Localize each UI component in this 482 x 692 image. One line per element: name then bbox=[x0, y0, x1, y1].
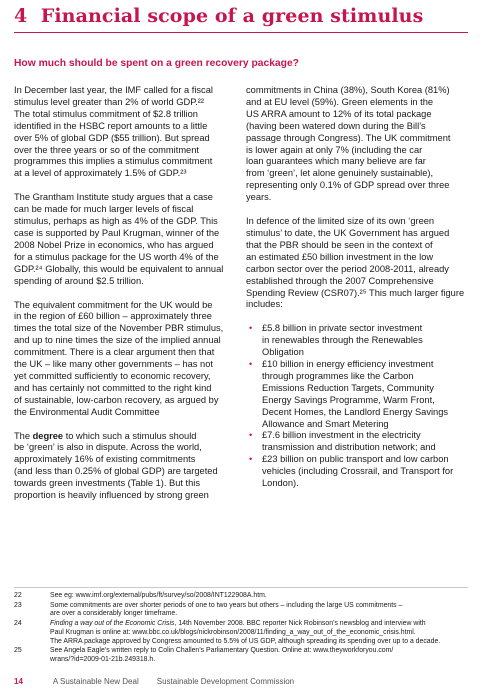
text-line: £10 billion in energy efficiency investment bbox=[262, 359, 434, 370]
list-item bbox=[246, 454, 468, 490]
footnote-line: are over a considerably longer timeframe. bbox=[50, 610, 178, 618]
page-number: 14 bbox=[14, 677, 23, 686]
chapter-title-text: Financial scope of a green stimulus bbox=[40, 5, 424, 27]
text-line: over the three years or so of the commitment bbox=[14, 144, 199, 155]
text-line: (having been watered down during the Bill’s bbox=[246, 120, 426, 131]
text-run: to which such a stimulus should bbox=[63, 430, 197, 441]
footnote-line: See eg: www.imf.org/external/pubs/ft/survey/so/2008/INT122908A.htm. bbox=[50, 592, 267, 599]
text-line: carbon sector over the period 2008-2011, already bbox=[246, 263, 449, 274]
text-line: commitments in China (38%), South Korea (81%) bbox=[246, 85, 450, 95]
footnote-line: Paul Krugman is online at: www.bbc.co.uk/blogs/nickrobinson/2008/11/finding_a_way_out_of_the_economic_crisis.html. bbox=[50, 628, 416, 636]
text-line: of sustainable, low-carbon recovery, as argued by bbox=[14, 394, 219, 405]
text-line: passage through Congress). The UK commitment bbox=[246, 132, 451, 143]
organisation-name: Sustainable Development Commission bbox=[156, 677, 295, 686]
text-line: programmes this implies a stimulus commitment bbox=[14, 156, 213, 167]
text-line: loan guarantees which many believe are far bbox=[246, 156, 426, 167]
text-line: can be made for much larger levels of fiscal bbox=[14, 204, 194, 215]
text-line: be ‘green’ is also in dispute. Across the world, bbox=[14, 442, 202, 453]
footnote bbox=[14, 647, 474, 664]
footnote bbox=[14, 592, 474, 601]
text-line: 2008 Nobel Prize in economics, who has argued bbox=[14, 239, 214, 250]
text-line: spending of around $2.5 trillion. bbox=[14, 275, 144, 286]
chapter-number: 4 bbox=[14, 5, 28, 27]
text-run: The bbox=[14, 430, 33, 441]
chapter-title bbox=[14, 5, 468, 27]
bullet-icon: • bbox=[249, 359, 253, 370]
footnote-line: See Angela Eagle’s written reply to Colin Challen’s Parliamentary Question. Online at: www.theyworkforyou.com/ bbox=[50, 647, 394, 655]
list-item bbox=[246, 323, 468, 359]
text-line: includes: bbox=[246, 299, 283, 310]
text-line: in renewables through the Renewables bbox=[262, 335, 423, 346]
text-line: stimulus’ to date, the UK Government has argued bbox=[246, 227, 450, 238]
text-line: proportion is heavily influenced by strong green bbox=[14, 490, 209, 501]
paragraph bbox=[246, 216, 468, 311]
text-line: Emissions Reduction Targets, Community bbox=[262, 382, 434, 393]
text-line: In December last year, the IMF called for a fiscal bbox=[14, 85, 213, 95]
bullet-list bbox=[246, 323, 468, 490]
text-line: from ‘green’, let alone genuinely sustainable), bbox=[246, 168, 434, 179]
text-line: commitment. There is a clear argument then that bbox=[14, 347, 215, 358]
text-line: London). bbox=[262, 478, 299, 489]
text-line: case is supported by Paul Krugman, winner of the bbox=[14, 227, 220, 238]
text-line: The equivalent commitment for the UK would be bbox=[14, 299, 213, 310]
text-line: is lower again at only 7% (including the car bbox=[246, 144, 423, 155]
text-line: Decent Homes, the Landlord Energy Savings bbox=[262, 406, 449, 417]
text-line bbox=[14, 431, 224, 443]
text-line: approximately 16% of existing commitments bbox=[14, 454, 196, 465]
footnote-line bbox=[50, 620, 474, 629]
text-line: Energy Savings Programme, Warm Front, bbox=[262, 394, 435, 405]
text-line: £7.6 billion investment in the electricity bbox=[262, 430, 421, 441]
title-rule bbox=[14, 32, 468, 33]
text-line: Allowance and Smart Metering bbox=[262, 418, 389, 429]
footnote-number: 25 bbox=[14, 647, 22, 655]
bullet-icon: • bbox=[249, 430, 253, 441]
page-footer bbox=[14, 677, 468, 686]
text-line: In defence of the limited size of its own ‘green bbox=[246, 216, 435, 227]
text-line: £23 billion on public transport and low carbon bbox=[262, 454, 449, 465]
section-subheading: How much should be spent on a green recovery package? bbox=[14, 58, 299, 69]
text-line: £5.8 billion in private sector investment bbox=[262, 323, 423, 334]
footnote-line: The ARRA package approved by Congress amounted to 5.5% of US GDP, although spreading its spending over up to a decade. bbox=[50, 637, 441, 645]
text-line: GDP.²⁴ Globally, this would be equivalent to annual bbox=[14, 263, 224, 274]
paragraph bbox=[14, 431, 224, 502]
footnote-line: Some commitments are over shorter periods of one to two years but others – including the large US commitments – bbox=[50, 601, 403, 609]
text-line: over 5% of global GDP ($55 trillion). But spread bbox=[14, 132, 210, 143]
text-line: and up to nine times the size of the implied annual bbox=[14, 335, 221, 346]
left-column bbox=[14, 85, 224, 514]
bullet-icon: • bbox=[249, 323, 253, 334]
text-line: identified in the HSBC report amounts to a little bbox=[14, 120, 208, 131]
publication-title: A Sustainable New Deal bbox=[52, 677, 139, 686]
text-line: The Grantham Institute study argues that a case bbox=[14, 192, 213, 203]
text-line: towards green investments (Table 1). But this bbox=[14, 478, 201, 489]
text-line: and at EU level (59%). Green elements in the bbox=[246, 96, 434, 107]
text-line: US ARRA amount to 12% of its total package bbox=[246, 108, 432, 119]
paragraph bbox=[246, 85, 468, 204]
paragraph bbox=[14, 85, 224, 180]
text-line: in the region of £60 billion – approximately three bbox=[14, 311, 212, 322]
footnotes bbox=[14, 592, 474, 666]
text-line: through programmes like the Carbon bbox=[262, 370, 414, 381]
paragraph bbox=[14, 192, 224, 287]
list-item bbox=[246, 359, 468, 430]
footnote-source-title: Finding a way out of the Economic Crisis bbox=[50, 620, 175, 628]
paragraph bbox=[14, 300, 224, 419]
text-line: an estimated £50 billion investment in the low bbox=[246, 251, 434, 262]
text-line: the Environmental Audit Committee bbox=[14, 406, 160, 417]
text-line: representing only 0.1% of GDP spread over three bbox=[246, 180, 450, 191]
emphasis-text: degree bbox=[32, 430, 64, 441]
text-run: , 14th November 2008. BBC reporter Nick Robinson’s newsblog and interview with bbox=[174, 620, 426, 628]
text-line: established through the 2007 Comprehensive bbox=[246, 275, 434, 286]
footnote bbox=[14, 602, 474, 619]
text-line: and has certainly not committed to the right kind bbox=[14, 382, 212, 393]
footnote-number: 24 bbox=[14, 620, 22, 628]
text-line: stimulus, perhaps as high as 4% of the GDP. This bbox=[14, 216, 218, 227]
footnote-divider bbox=[14, 587, 468, 588]
text-line: The total stimulus commitment of $2.8 trillion bbox=[14, 108, 198, 119]
footnote-number: 23 bbox=[14, 601, 22, 609]
text-line: that the PBR should be seen in the context of bbox=[246, 239, 433, 250]
text-line: years. bbox=[246, 192, 272, 203]
text-line: vehicles (including Crossrail, and Transport for bbox=[262, 466, 454, 477]
text-line: Spending Review (CSR07).²⁵ This much larger figure bbox=[246, 287, 465, 298]
text-line: (and less than 0.25% of global GDP) are targeted bbox=[14, 466, 218, 477]
text-line: for a stimulus package for the US worth 4% of the bbox=[14, 251, 219, 262]
text-line: at a level of approximately 1.5% of GDP.²³ bbox=[14, 168, 187, 179]
footnote-line: wrans/?id=2009-01-21b.249318.h. bbox=[50, 655, 156, 663]
bullet-icon: • bbox=[249, 454, 253, 465]
text-line: yet committed sufficiently to economic recovery, bbox=[14, 370, 211, 381]
text-line: stimulus level greater than 2% of world GDP.²² bbox=[14, 96, 204, 107]
footnote bbox=[14, 620, 474, 646]
list-item bbox=[246, 430, 468, 454]
text-line: the UK – like many other governments – has not bbox=[14, 359, 213, 370]
text-line: times the total size of the November PBR stimulus, bbox=[14, 323, 224, 334]
text-line: Obligation bbox=[262, 347, 304, 358]
right-column bbox=[246, 85, 468, 490]
text-line: transmission and distribution network; and bbox=[262, 442, 436, 453]
footnote-number: 22 bbox=[14, 592, 22, 599]
